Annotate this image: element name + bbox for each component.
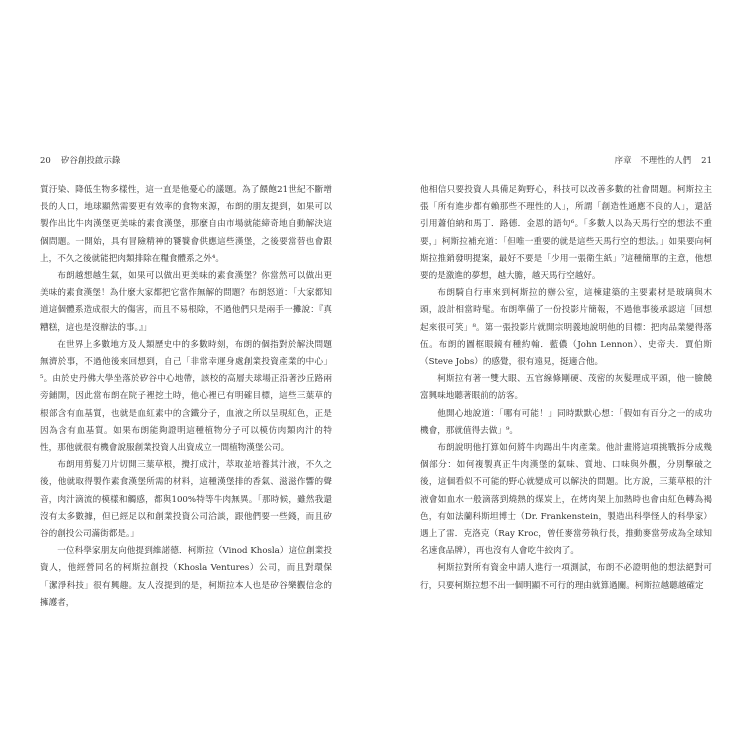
- left-page-body: [40, 182, 332, 612]
- paragraph: 布朗騎自行車來到柯斯拉的辦公室，這棟建築的主要素材是玻璃與木頭，設計相當時髦。布朗準備了一份投影片簡報，不過他事後承認這「回想起來很可笑」⁸。第一張投影片就開宗明義地說明他的目標：把肉品業變得落伍。布朗的圖框眼鏡有種約翰．藍儂（John Lennon）、史帝夫．賈伯斯（Steve Jobs）的感覺，很有遠見，挺適合他。: [420, 288, 712, 368]
- right-page-body: [420, 182, 712, 595]
- right-page-header: [615, 154, 712, 166]
- chapter-title: 序章 不理性的人們: [614, 156, 692, 166]
- paragraph: 布朗用剪髮刀片切開三葉草根，攪打成汁，萃取並培養其汁液，不久之後，他就取得製作素食漢堡所需的材料，這種漢堡排的香氣、滋滋作響的聲音，肉汁滴流的模樣和觸感，都與100%特等牛肉無異。「那時候，雖然我還沒有太多數據，但已經足以和創業投資公司洽談，跟他們要一些錢，而且矽谷的創投公司滿街都是。」: [40, 460, 332, 540]
- left-page-header: [40, 154, 120, 166]
- paragraph: 在世界上多數地方及人類歷史中的多數時刻，布朗的個指對於解決問題無濟於事，不過他後來回想到，自己「非常幸運身處創業投資產業的中心」⁵。由於史丹佛大學坐落於矽谷中心地帶，該校的高層夫球場正沿著沙丘路兩旁鋪開，因此當布朗在院子裡挖土時，他心裡已有明確目標，這些三葉草的根部含有血基質，也就是血紅素中的含鐵分子，血液之所以呈現紅色，正是因為含有血基質。如果布朗能夠證明這種植物分子可以模仿肉類肉汁的特性，那他就很有機會說服創業投資人出資成立一間植物漢堡公司。: [40, 339, 332, 454]
- right-page-number: 21: [701, 156, 712, 166]
- paragraph: 他開心地說道：「哪有可能！」同時默默心想：「假如有百分之一的成功機會，那就值得去做」⁹。: [420, 408, 712, 436]
- paragraph: 布朗越想越生氣，如果可以做出更美味的素食漢堡？你當然可以做出更美味的素食漢堡！為什麼大家都把它當作無解的問題？布朗怒道：「大家都知道這個體系造成很大的傷害，而且不易根除，不過他們只是兩手一攤說：『真糟糕，這也是沒辦法的事。』」: [40, 271, 332, 333]
- paragraph: 一位科學家朋友向他提到維諾德．柯斯拉（Vinod Khosla）這位創業投資人，他經營同名的柯斯拉創投（Khosla Ventures）公司，而且對環保「潔淨科技」很有興趣。友人沒提到的是，柯斯拉本人也是矽谷樂觀信念的擁護者，: [40, 546, 332, 608]
- book-title: 矽谷創投啟示錄: [60, 156, 121, 166]
- left-page-number: 20: [40, 156, 51, 166]
- paragraph: 質汙染、降低生物多樣性，這一直是他憂心的議題。為了餵飽21世紀不斷增長的人口，地球顯然需要更有效率的食物來源，布朗的朋友提到，如果可以製作出比牛肉漢堡更美味的素食漢堡，那麼自由市場就能締奇地自動解決這個問題。一開始，具有冒險精神的饕餮會供應這些漢堡，之後要當替也會跟上，不久之後就能把肉類排除在糧食體系之外⁴。: [40, 185, 332, 264]
- paragraph: 柯斯拉有著一雙大眼、五官線條剛硬、茂密的灰髮理成平頭，他一臉饒富興味地聽著眼前的訪客。: [420, 374, 712, 402]
- paragraph: 柯斯拉對所有資金申請人進行一項測試，布朗不必證明他的想法絕對可行，只要柯斯拉想不出一個明顯不可行的理由就算過關。柯斯拉越聽越確定: [420, 563, 712, 591]
- paragraph: 布朗說明他打算如何將牛肉踢出牛肉產業。他計畫將這項挑戰拆分成幾個部分：如何複製真正牛肉漢堡的氣味、質地、口味與外觀，分別擊破之後，這個看似不可能的野心就變成可以解決的問題。比方說，三葉草根的汁液會如血水一般滴落到燒熱的煤炭上，在烤肉架上加熱時也會由紅色轉為褐色，有如法蘭科斯坦博士（Dr. Frankenstein，製造出科學怪人的科學家）遇上了雷．克洛克（Ray Kroc，曾任麥當勞執行長，推動麥當勞成為全球知名速食品牌），再也沒有人會吃牛絞肉了。: [420, 443, 712, 557]
- paragraph: 他相信只要投資人具備足夠野心，科技可以改善多數的社會問題。柯斯拉主張「所有進步都有賴那些不理性的人」，所謂「創造性通應不良的人」，還話引用蕭伯納和馬丁．路德．金恩的語句⁶。「多數人以為天馬行空的想法不重要，」柯斯拉補充道：「但唯一重要的就是這些天馬行空的想法。」如果要向柯斯拉推銷發明提案，最好不要是「少用一張衛生紙」⁷這種簡單的主意，他想要的是激進的夢想，越大膽，越天馬行空越好。: [420, 185, 712, 282]
